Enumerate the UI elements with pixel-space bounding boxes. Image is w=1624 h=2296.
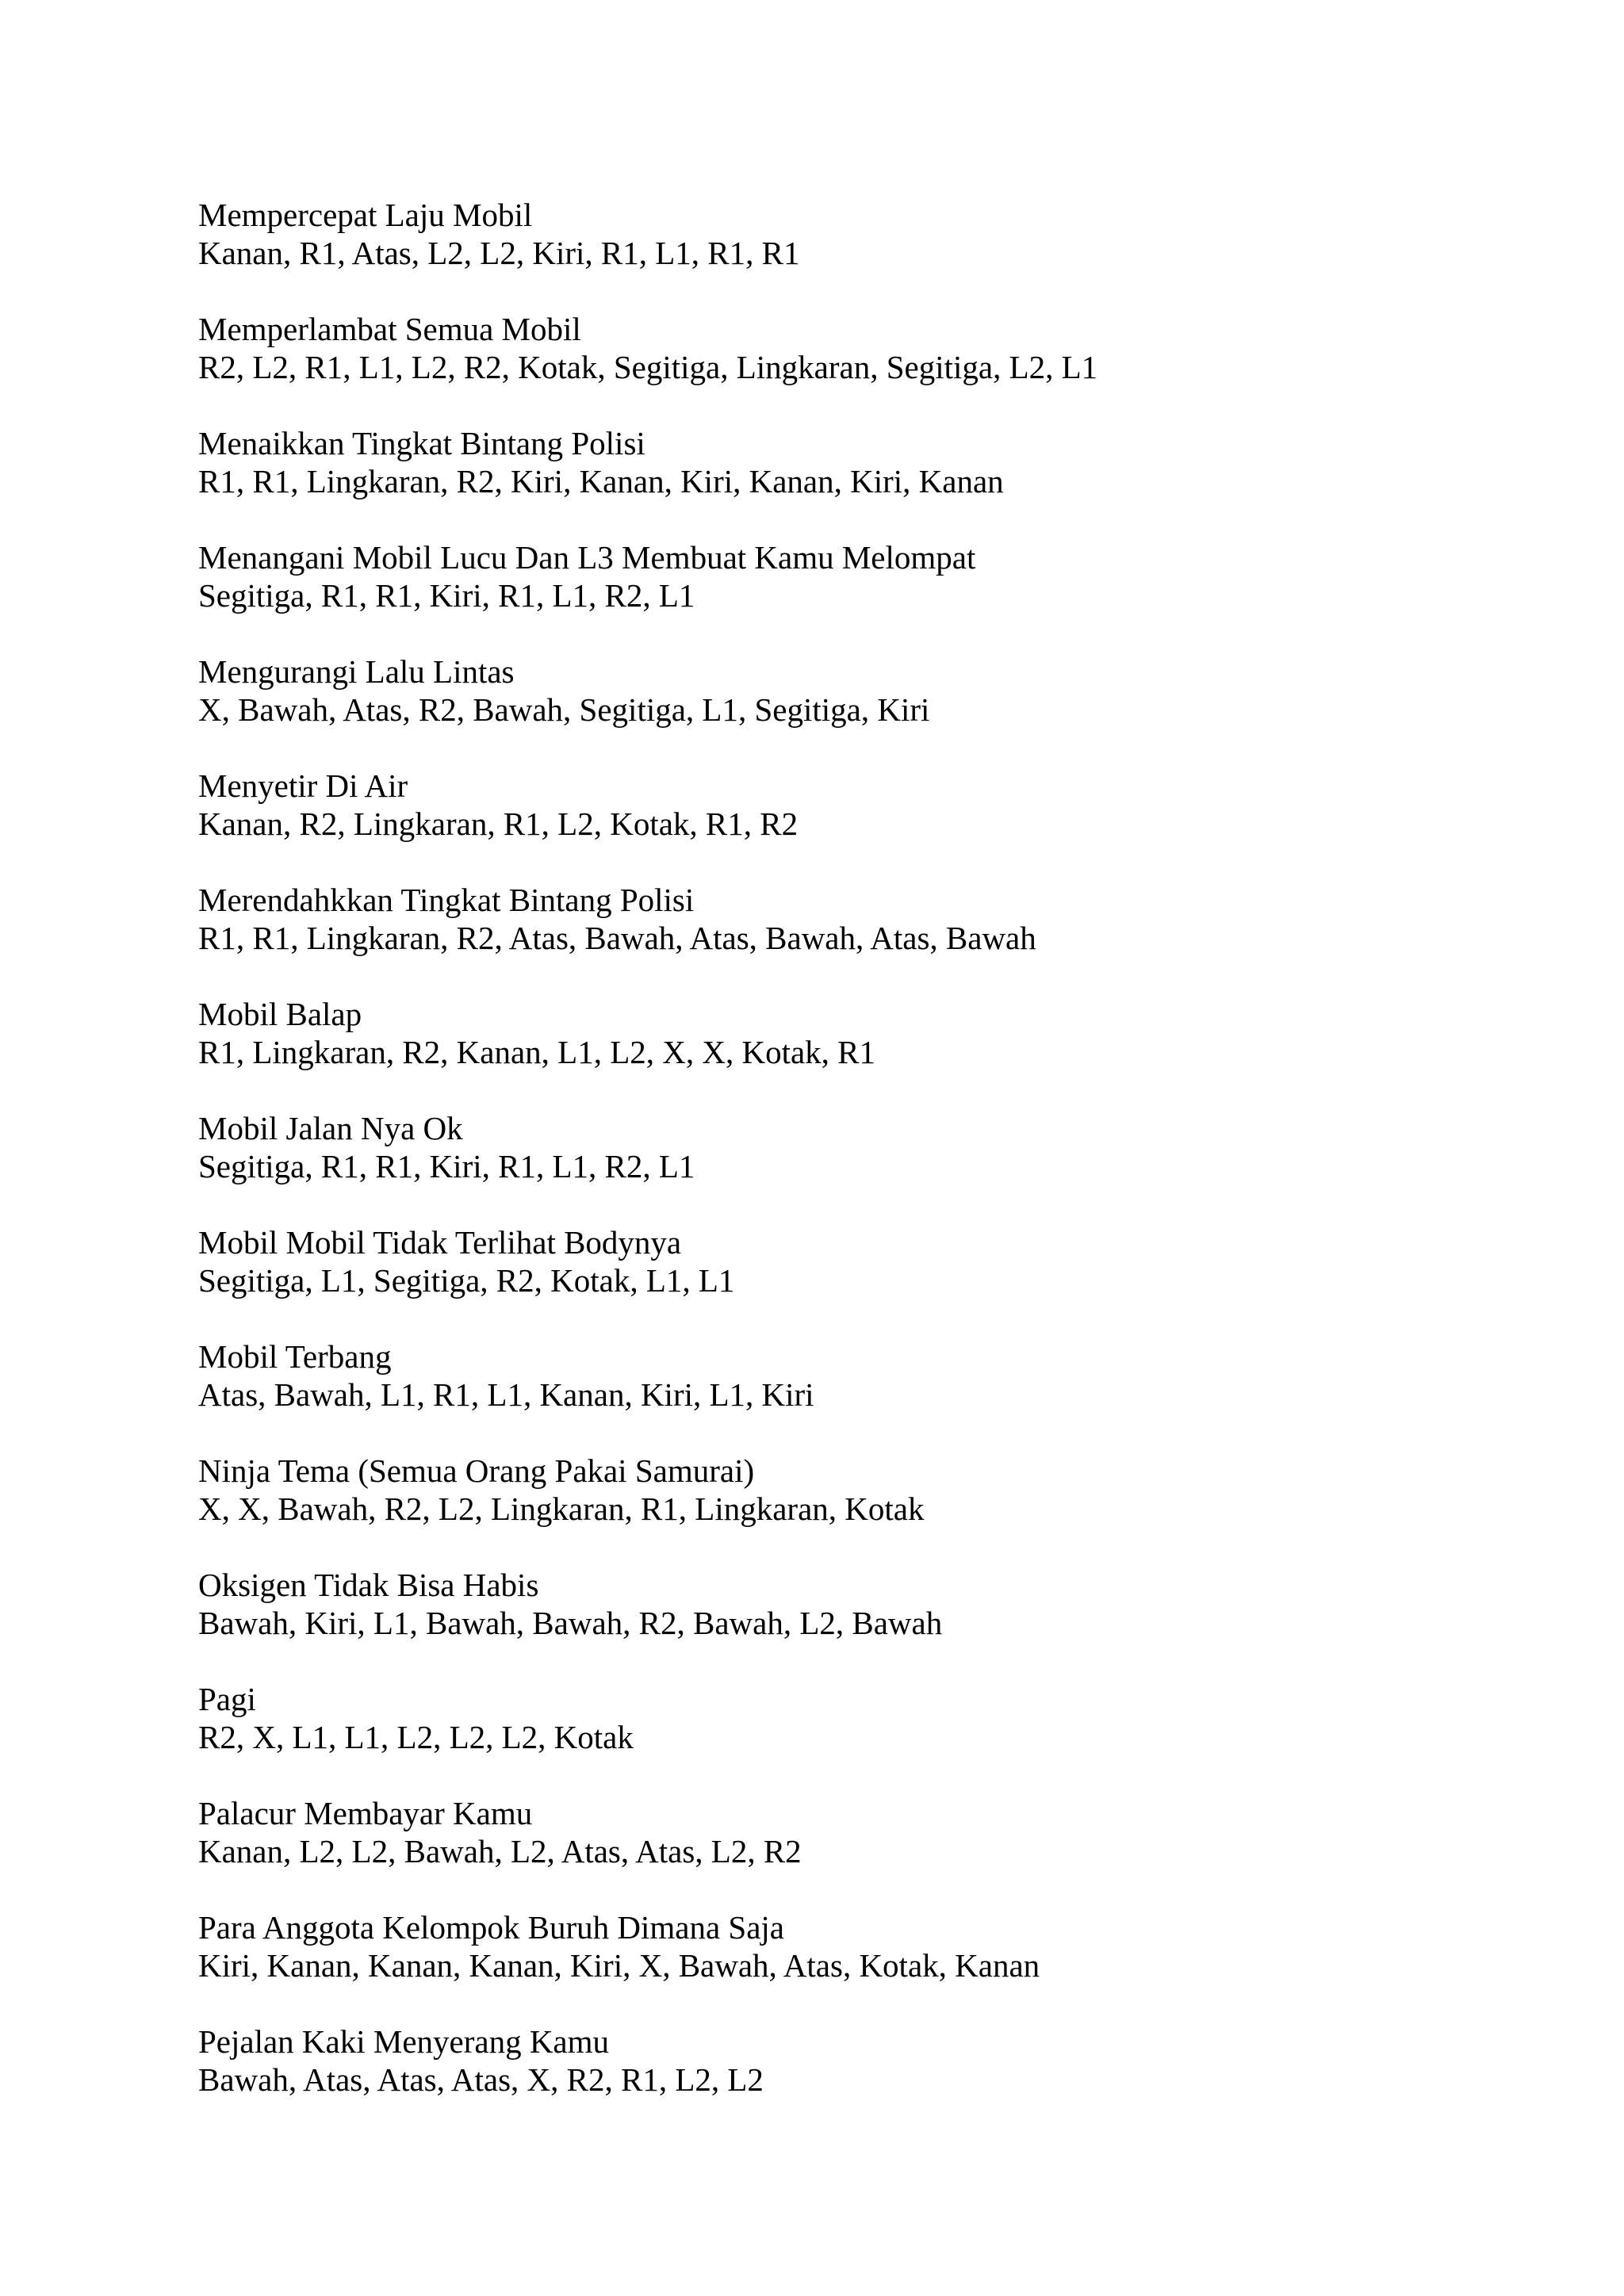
cheat-name: Memperlambat Semua Mobil [198,311,581,347]
cheat-code: R1, R1, Lingkaran, R2, Kiri, Kanan, Kiri, Kanan, Kiri, Kanan [198,463,1004,499]
cheat-code: Atas, Bawah, L1, R1, L1, Kanan, Kiri, L1, Kiri [198,1376,814,1413]
cheat-code: R1, Lingkaran, R2, Kanan, L1, L2, X, X, Kotak, R1 [198,1034,876,1070]
cheat-name: Pejalan Kaki Menyerang Kamu [198,2023,610,2060]
cheat-entry [198,424,1546,538]
cheat-name: Para Anggota Kelompok Buruh Dimana Saja [198,1909,785,1946]
cheat-name: Merendahkkan Tingkat Bintang Polisi [198,882,695,918]
cheat-entry [198,1452,1546,1566]
cheat-code: X, Bawah, Atas, R2, Bawah, Segitiga, L1, Segitiga, Kiri [198,691,930,728]
cheat-entry [198,1680,1546,1794]
cheat-code: Kiri, Kanan, Kanan, Kanan, Kiri, X, Bawah, Atas, Kotak, Kanan [198,1947,1040,1984]
cheat-entry [198,1908,1546,2022]
cheat-name: Menyetir Di Air [198,767,408,804]
cheat-entry [198,538,1546,652]
cheat-code: Bawah, Kiri, L1, Bawah, Bawah, R2, Bawah, L2, Bawah [198,1605,943,1641]
cheat-name: Mengurangi Lalu Lintas [198,653,515,690]
cheat-entry [198,767,1546,881]
cheat-entry [198,1223,1546,1337]
cheat-entry [198,310,1546,424]
cheat-name: Mobil Mobil Tidak Terlihat Bodynya [198,1224,682,1261]
cheat-name: Mobil Terbang [198,1338,392,1375]
cheat-name: Menaikkan Tingkat Bintang Polisi [198,425,645,461]
cheat-name: Mempercepat Laju Mobil [198,197,533,233]
cheat-entry [198,1794,1546,1908]
cheat-entry [198,881,1546,995]
cheat-name: Pagi [198,1681,256,1717]
cheat-entry [198,1566,1546,1680]
cheat-entry [198,1337,1546,1452]
cheat-name: Mobil Balap [198,996,362,1032]
cheat-code: R1, R1, Lingkaran, R2, Atas, Bawah, Atas, Bawah, Atas, Bawah [198,920,1036,956]
cheat-code: R2, L2, R1, L1, L2, R2, Kotak, Segitiga, Lingkaran, Segitiga, L2, L1 [198,349,1098,385]
cheat-name: Menangani Mobil Lucu Dan L3 Membuat Kamu Melompat [198,539,976,576]
cheat-code: Kanan, R2, Lingkaran, R1, L2, Kotak, R1, R2 [198,806,799,842]
cheat-entry [198,196,1546,310]
cheat-code: Segitiga, L1, Segitiga, R2, Kotak, L1, L1 [198,1262,735,1299]
cheat-code: R2, X, L1, L1, L2, L2, L2, Kotak [198,1719,634,1755]
cheat-entry [198,1109,1546,1223]
cheat-code: Kanan, L2, L2, Bawah, L2, Atas, Atas, L2, R2 [198,1833,802,1869]
cheat-name: Oksigen Tidak Bisa Habis [198,1567,539,1603]
cheat-list [198,196,1546,2137]
cheat-entry [198,995,1546,1109]
cheat-code: Segitiga, R1, R1, Kiri, R1, L1, R2, L1 [198,577,695,614]
cheat-entry [198,652,1546,767]
cheat-entry [198,2022,1546,2137]
cheat-code: Kanan, R1, Atas, L2, L2, Kiri, R1, L1, R1, R1 [198,235,800,271]
cheat-name: Palacur Membayar Kamu [198,1795,533,1831]
cheat-name: Ninja Tema (Semua Orang Pakai Samurai) [198,1452,755,1489]
cheat-code: Segitiga, R1, R1, Kiri, R1, L1, R2, L1 [198,1148,695,1184]
cheat-name: Mobil Jalan Nya Ok [198,1110,463,1146]
cheat-code: X, X, Bawah, R2, L2, Lingkaran, R1, Lingkaran, Kotak [198,1490,925,1527]
cheat-code: Bawah, Atas, Atas, Atas, X, R2, R1, L2, L2 [198,2061,764,2098]
